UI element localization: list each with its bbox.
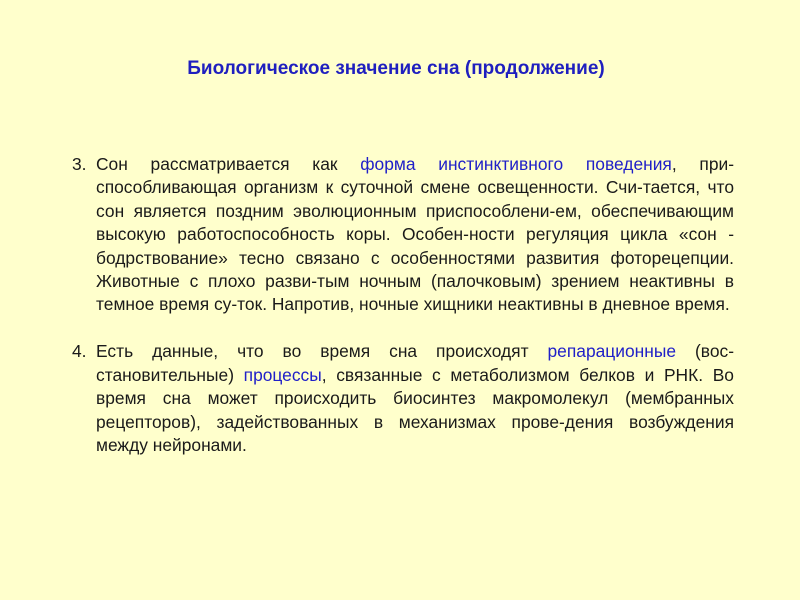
- highlighted-term: процессы: [243, 364, 322, 385]
- item-number: 4.: [72, 341, 87, 362]
- item-text: [96, 340, 734, 457]
- item-text: [96, 153, 734, 317]
- text-segment: , связанные с метаболизмом белков и РНК. Во время сна может происходить биосинтез макромолекул (мембранных рецепторов), задействованных в механизмах прове-дения возбуждения между нейронами.: [96, 364, 734, 456]
- item-number: 3.: [72, 154, 87, 174]
- text-segment: , при-способливающая организм к суточной смене освещенности. Счи-тается, что сон является поздним эволюционным приспособлени-ем, обеспечивающим высокую работоспособность коры. Особен-ности регуляция цикла «сон - бодрствование» тесно связано с особенностями развития фоторецепции. Животные с плохо разви-тым ночным (палочковым) зрением неактивны в темное время су-ток. Напротив, ночные хищники неактивны в дневное время.: [96, 154, 734, 315]
- text-segment: (вос-становительные): [96, 341, 734, 385]
- slide-title: Биологическое значение сна (продолжение): [187, 58, 605, 79]
- text-segment: Сон рассматривается как: [96, 154, 361, 174]
- highlighted-term: форма инстинктивного поведения: [360, 154, 672, 174]
- text-segment: Есть данные, что во время сна происходят: [96, 341, 548, 362]
- list-item-4: [72, 340, 734, 457]
- content-list: [72, 153, 734, 457]
- highlighted-term: репарационные: [547, 341, 677, 362]
- list-item-3: [72, 153, 734, 317]
